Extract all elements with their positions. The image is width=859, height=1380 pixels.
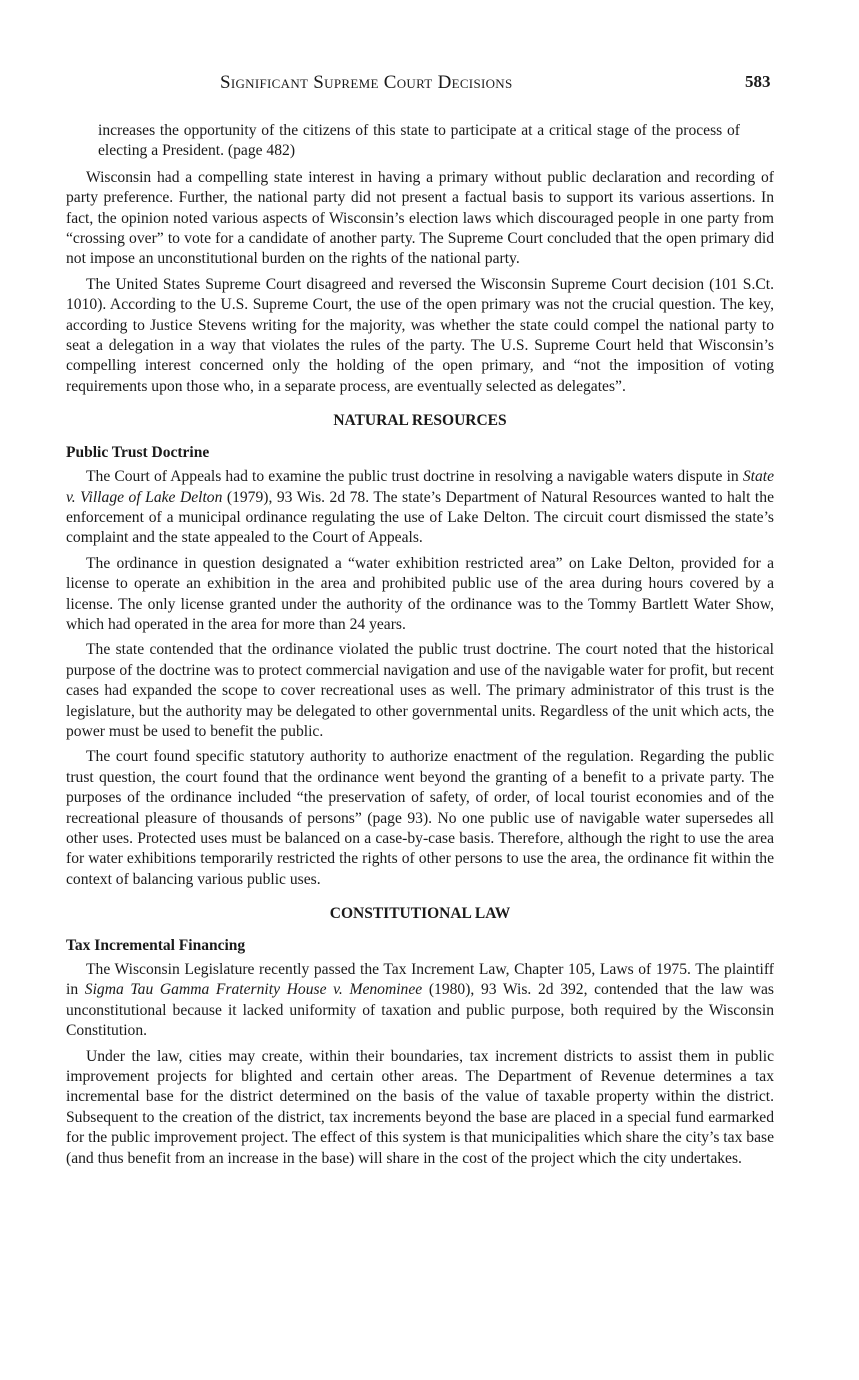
- page-body: [66, 121, 774, 1174]
- paragraph: The court found specific statutory authority to authorize enactment of the regulation. Regarding the public trust question, the court found that the ordinance went beyond the granting of a benefit to a private party. The purposes of the ordinance included “the preservation of safety, of order, of local tourist economies and of the recreational pleasure of thousands of persons” (page 93). No one public use of navigable water supersedes all other uses. Protected uses must be balanced on a case-by-case basis. Therefore, although the right to use the area for water exhibitions temporarily restricted the rights of other persons to use the area, the ordinance fit within the context of balancing various public uses.: [66, 748, 774, 888]
- case-citation: Sigma Tau Gamma Fraternity House v. Menominee: [84, 981, 423, 999]
- subheading-tax-incremental-financing: Tax Incremental Financing: [66, 936, 246, 954]
- text-run: The Wisconsin Legislature recently passed the Tax Increment Law, Chapter 105, Laws of 1975. The plaintiff in: [66, 961, 774, 999]
- paragraph: The state contended that the ordinance violated the public trust doctrine. The court noted that the historical purpose of the doctrine was to protect commercial navigation and use of the navigable water for profit, but recent cases had expanded the scope to cover recreational uses as well. The primary administrator of this trust is the legislature, but the authority may be delegated to other governmental units. Regardless of the unit which acts, the power must be used to benefit the public.: [66, 641, 774, 740]
- page-number: 583: [745, 72, 771, 91]
- text-run: (1979), 93 Wis. 2d 78. The state’s Department of Natural Resources wanted to halt the enforcement of a municipal ordinance regulating the use of Lake Delton. The circuit court dismissed the state’s complaint and the state appealed to the Court of Appeals.: [66, 488, 774, 547]
- text-run: (1980), 93 Wis. 2d 392, contended that the law was unconstitutional because it lacked uniformity of taxation and public purpose, both required by the Wisconsin Constitution.: [66, 981, 774, 1040]
- text-run: The Court of Appeals had to examine the public trust doctrine in resolving a navigable waters dispute in: [86, 468, 743, 486]
- section-title-natural-resources: NATURAL RESOURCES: [333, 412, 507, 430]
- subheading-public-trust-doctrine: Public Trust Doctrine: [66, 443, 210, 461]
- block-quote: increases the opportunity of the citizens of this state to participate at a critical stage of the process of electing a President. (page 482): [98, 122, 740, 160]
- running-title: Significant Supreme Court Decisions: [220, 72, 513, 93]
- paragraph: [66, 467, 774, 549]
- section-title-constitutional-law: CONSTITUTIONAL LAW: [329, 905, 511, 923]
- paragraph: [66, 960, 774, 1042]
- paragraph: The ordinance in question designated a “water exhibition restricted area” on Lake Delton, provided for a license to operate an exhibition in the area and prohibited public use of the area during hours covered by a license. The only license granted under the authority of the ordinance was to the Tommy Bartlett Water Show, which had operated in the area for more than 24 years.: [66, 554, 774, 633]
- paragraph: Wisconsin had a compelling state interest in having a primary without public declaration and recording of party preference. Further, the national party did not present a factual basis to support its various assertions. In fact, the opinion noted various aspects of Wisconsin’s election laws which discouraged people in one party from “crossing over” to vote for a candidate of another party. The Supreme Court concluded that the open primary did not impose an unconstitutional burden on the rights of the national party.: [66, 168, 774, 268]
- case-citation: State v. Village of Lake Delton: [66, 468, 774, 506]
- paragraph: The United States Supreme Court disagreed and reversed the Wisconsin Supreme Court decision (101 S.Ct. 1010). According to the U.S. Supreme Court, the use of the open primary was not the crucial question. The key, according to Justice Stevens writing for the majority, was whether the state could compel the national party to seat a delegation in a way that violates the rules of the party. The U.S. Supreme Court held that Wisconsin’s compelling interest concerned only the holding of the open primary, and “not the imposition of voting requirements upon those who, in a separate process, are eventually selected as delegates”.: [66, 275, 774, 395]
- paragraph: Under the law, cities may create, within their boundaries, tax increment districts to assist them in public improvement projects for blighted and certain other areas. The Department of Revenue determines a tax incremental base for the district determined on the basis of the value of taxable property within the district. Subsequent to the creation of the district, tax increments beyond the base are placed in a special fund earmarked for the public improvement project. The effect of this system is that municipalities which share the city’s tax base (and thus benefit from an increase in the base) will share in the cost of the project which the city undertakes.: [66, 1047, 774, 1167]
